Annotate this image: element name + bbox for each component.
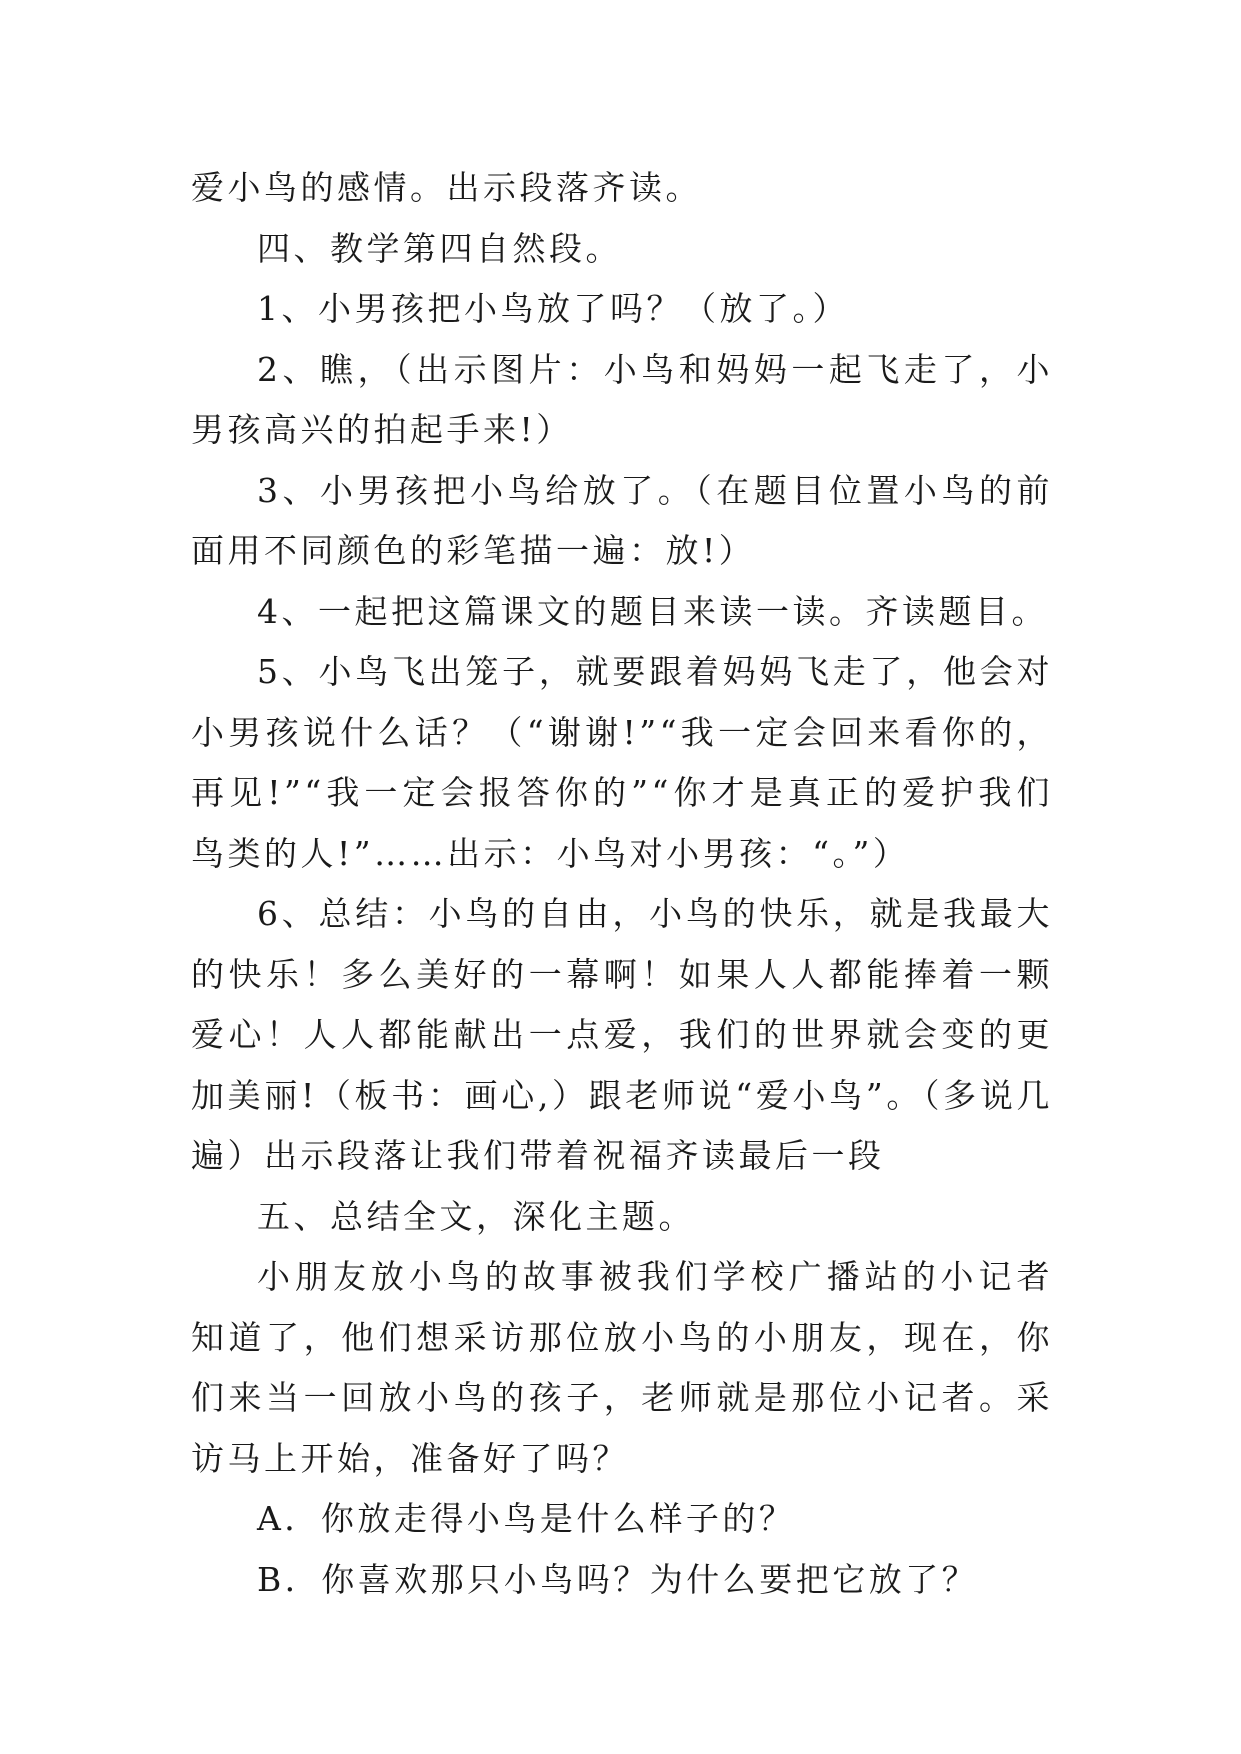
paragraph-item-5: 5、小鸟飞出笼子，就要跟着妈妈飞走了，他会对小男孩说什么话？（“谢谢!”“我一定会回来看你的，再见!”“我一定会报答你的”“你才是真正的爱护我们鸟类的人!”……出示：小鸟对小男孩：“。”） [191,652,1053,873]
paragraph-item-4: 4、一起把这篇课文的题目来读一读。齐读题目。 [257,591,1048,631]
paragraph-continuation: 爱小鸟的感情。出示段落齐读。 [191,168,702,207]
section-heading-4: 四、教学第四自然段。 [257,228,622,268]
paragraph-item-2: 2、瞧，（出示图片：小鸟和妈妈一起飞走了，小男孩高兴的拍起手来!） [191,349,1053,449]
section-heading-5: 五、总结全文，深化主题。 [257,1196,695,1236]
paragraph-item-3: 3、小男孩把小鸟给放了。（在题目位置小鸟的前面用不同颜色的彩笔描一遍：放!） [191,470,1053,570]
document-body [191,158,1053,1610]
question-a: A．你放走得小鸟是什么样子的？ [257,1499,796,1538]
paragraph-item-1: 1、小男孩把小鸟放了吗？（放了。） [257,289,849,328]
paragraph-item-6: 6、总结：小鸟的自由，小鸟的快乐，就是我最大的快乐！多么美好的一幕啊！如果人人都能捧着一颗爱心！人人都能献出一点爱，我们的世界就会变的更加美丽!（板书：画心,）跟老师说“爱小鸟”。（多说几遍）出示段落让我们带着祝福齐读最后一段 [191,894,1053,1175]
question-b: B．你喜欢那只小鸟吗？为什么要把它放了？ [257,1559,979,1599]
paragraph-interview: 小朋友放小鸟的故事被我们学校广播站的小记者知道了，他们想采访那位放小鸟的小朋友，现在，你们来当一回放小鸟的孩子，老师就是那位小记者。采访马上开始，准备好了吗？ [191,1257,1053,1478]
